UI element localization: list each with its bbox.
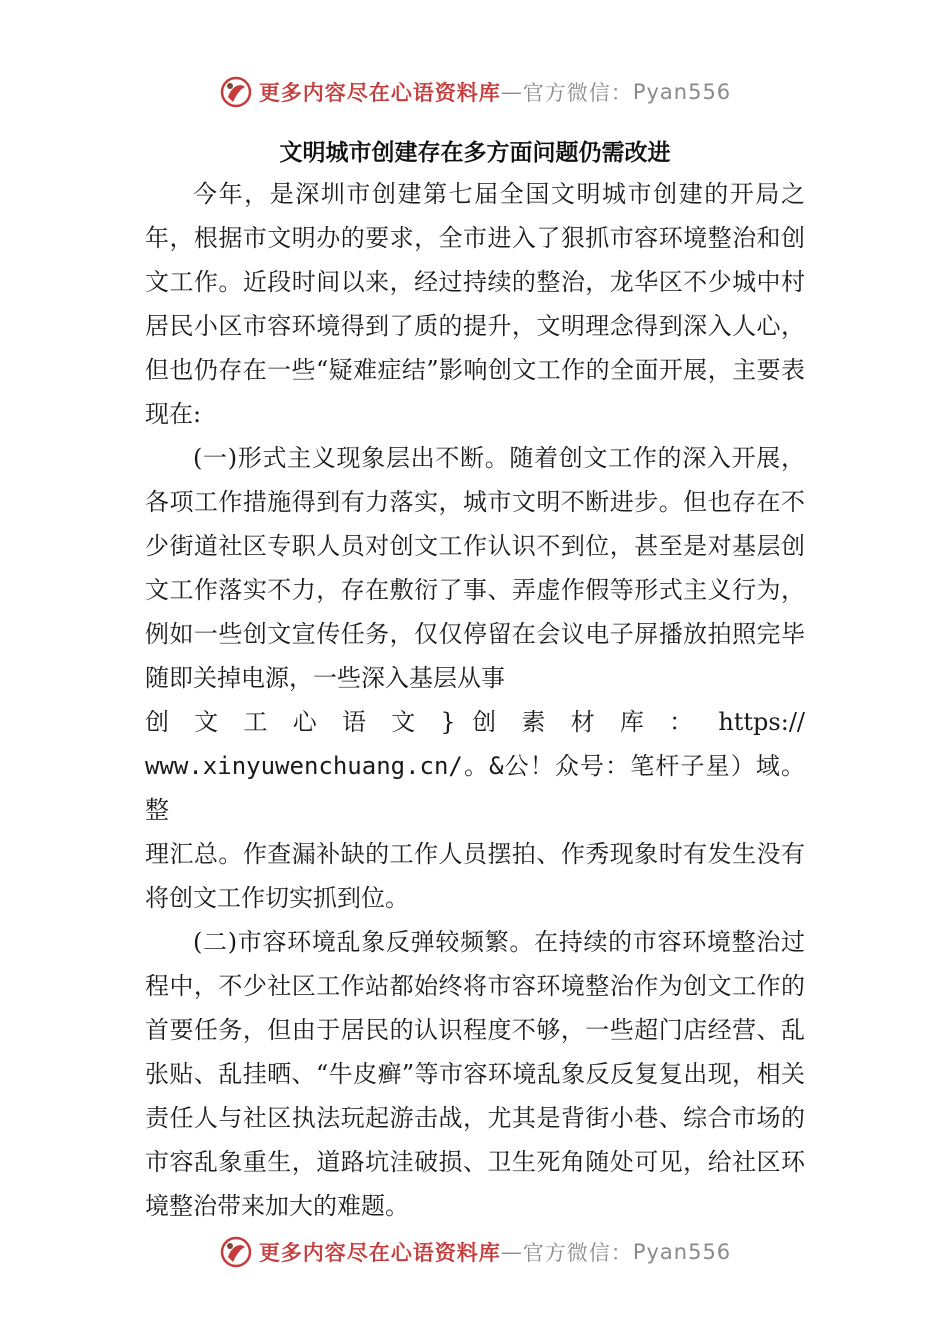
- footer-wechat-id: Pyan556: [632, 1240, 732, 1264]
- paragraph-section-1-tail: 理汇总。作查漏补缺的工作人员摆拍、作秀现象时有发生没有将创文工作切实抓到位。: [145, 840, 805, 912]
- banner-library-text: 更多内容尽在心语资料库: [258, 80, 501, 105]
- document-body: [145, 172, 805, 1228]
- url-line: [145, 744, 805, 832]
- spaced-watermark-text: 创 文 工 心 语 文 } 创 素 材 库 ： https://: [145, 708, 805, 736]
- footer-wechat-label: 官方微信：: [522, 1241, 633, 1265]
- banner-dash: —: [500, 80, 523, 104]
- banner-wechat-id: Pyan556: [632, 80, 732, 104]
- footer-banner: [0, 1232, 950, 1272]
- paragraph-section-1: [145, 436, 805, 700]
- url-text: www.xinyuwenchuang.cn/。&公！众号：笔杆子星）域。整: [145, 752, 805, 824]
- paragraph-section-2: (二)市容环境乱象反弹较频繁。在持续的市容环境整治过程中，不少社区工作站都始终将市容环境整治作为创文工作的首要任务，但由于居民的认识程度不够，一些超门店经营、乱张贴、乱挂晒、“牛皮癣”等市容环境乱象反反复复出现，相关责任人与社区执法玩起游击战，尤其是背街小巷、综合市场的市容乱象重生，道路坑洼破损、卫生死角随处可见，给社区环境整治带来加大的难题。: [145, 928, 805, 1220]
- footer-library-text: 更多内容尽在心语资料库: [258, 1240, 501, 1265]
- paragraph-intro: 今年，是深圳市创建第七届全国文明城市创建的开局之年，根据市文明办的要求，全市进入了狠抓市容环境整治和创文工作。近段时间以来，经过持续的整治，龙华区不少城中村居民小区市容环境得到了质的提升，文明理念得到深入人心，但也仍存在一些“疑难症结”影响创文工作的全面开展，主要表现在:: [145, 180, 805, 428]
- banner-wechat-label: 官方微信：: [522, 81, 633, 105]
- brand-logo-icon: [219, 1235, 253, 1269]
- header-banner: [0, 72, 950, 112]
- paragraph-section-1-text: (一)形式主义现象层出不断。随着创文工作的深入开展，各项工作措施得到有力落实，城市文明不断进步。但也存在不少街道社区专职人员对创文工作认识不到位，甚至是对基层创文工作落实不力，存在敷衍了事、弄虚作假等形式主义行为，例如一些创文宣传任务，仅仅停留在会议电子屏播放拍照完毕随即关掉电源，一些深入基层从事: [145, 444, 805, 692]
- spaced-watermark-line: [145, 700, 805, 744]
- document-title: 文明城市创建存在多方面问题仍需改进: [279, 140, 671, 166]
- footer-dash: —: [500, 1240, 523, 1264]
- brand-logo-icon: [219, 75, 253, 109]
